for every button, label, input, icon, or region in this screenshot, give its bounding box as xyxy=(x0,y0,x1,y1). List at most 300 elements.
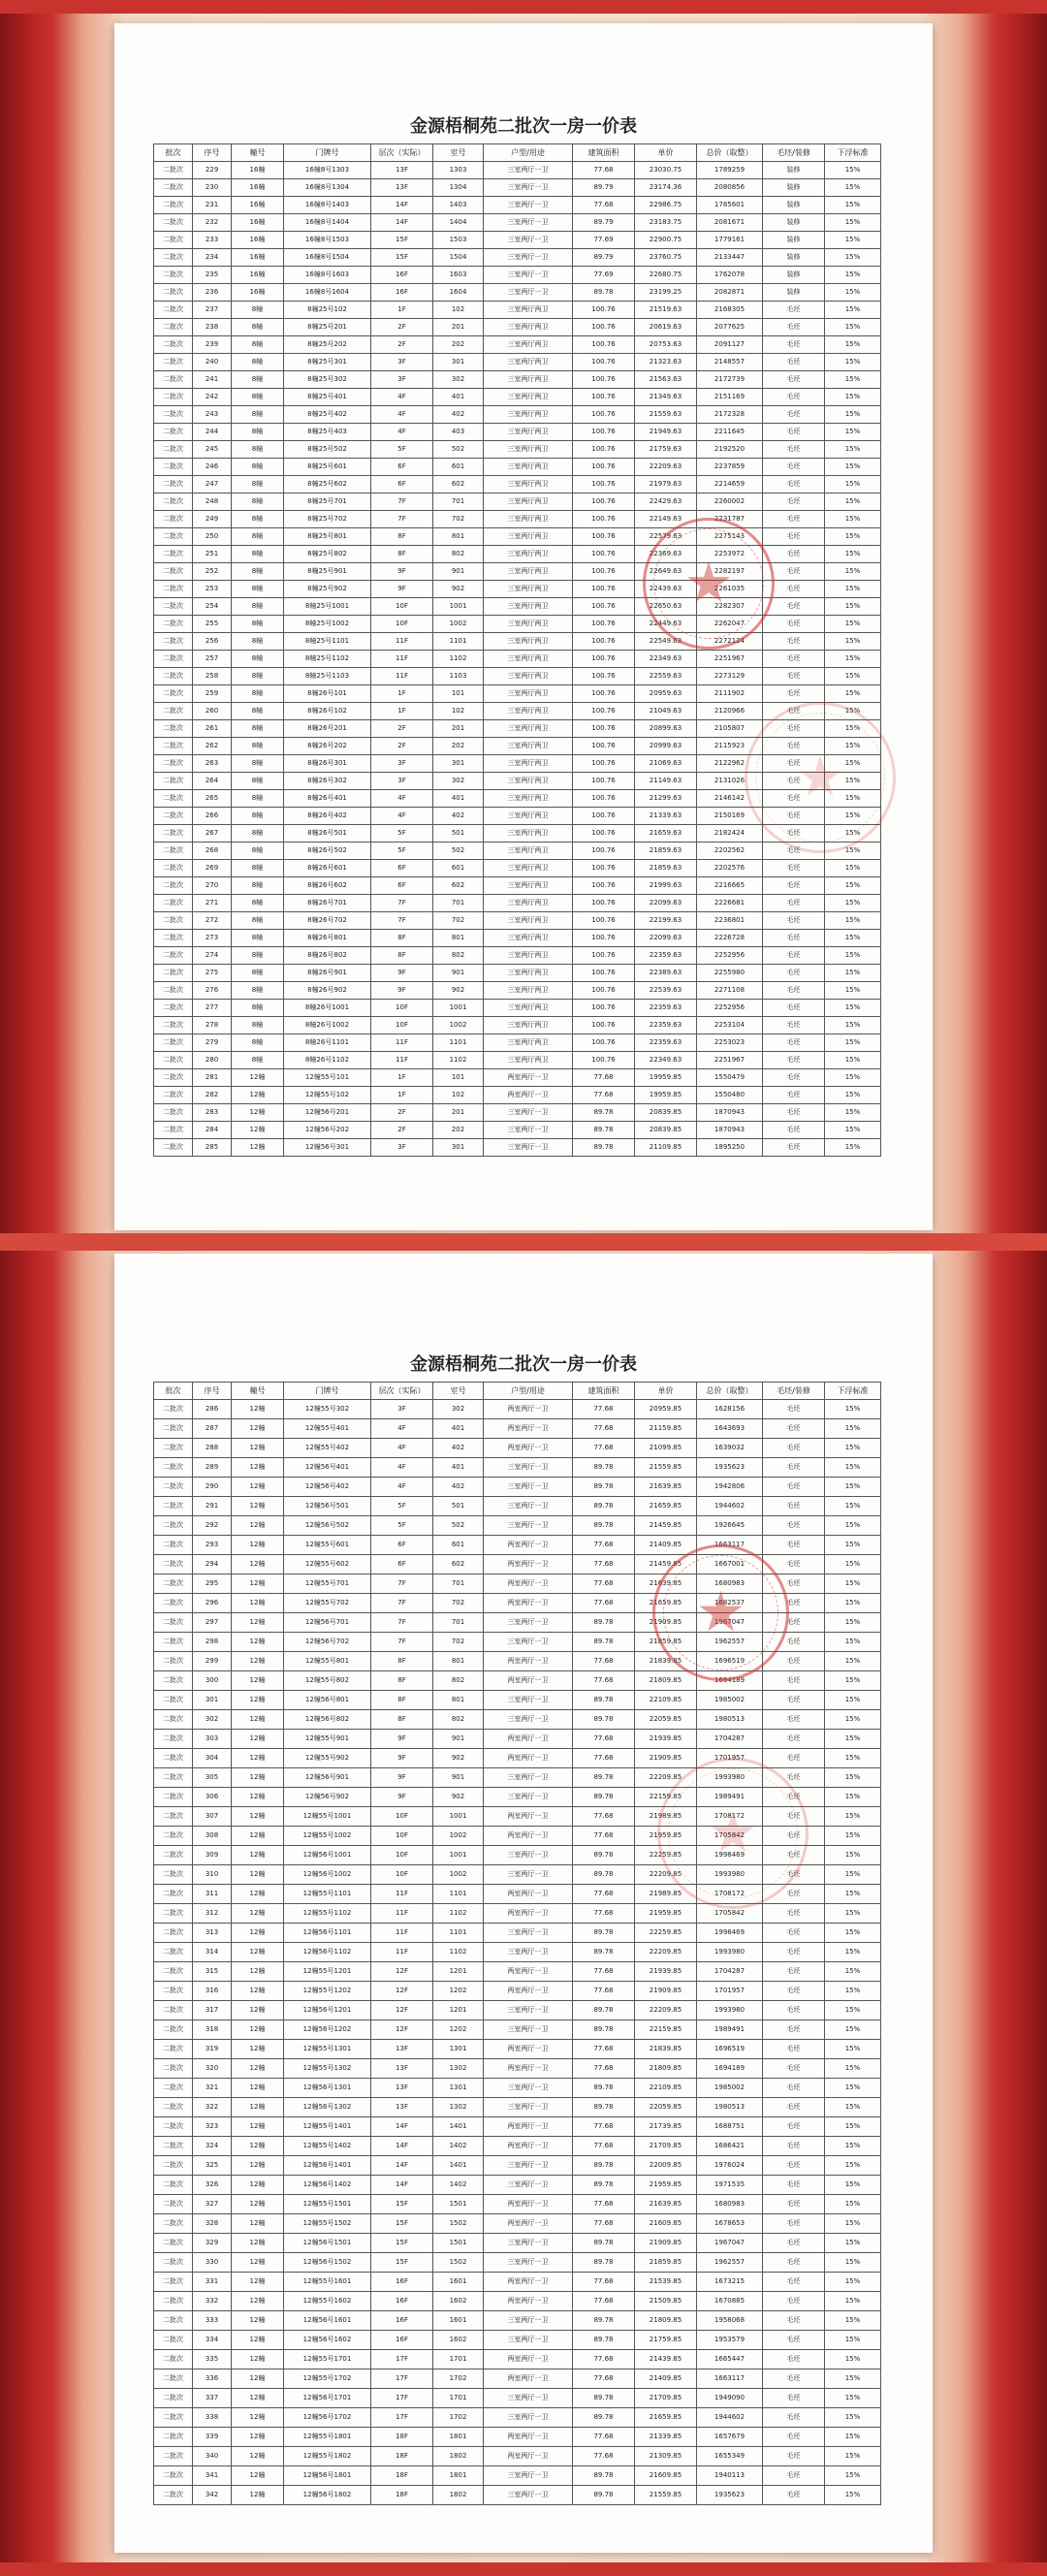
table-cell: 8幢26号201 xyxy=(284,720,371,738)
table-cell: 两室两厅一卫 xyxy=(484,1671,573,1691)
table-cell: 12幢 xyxy=(232,2176,284,2195)
table-cell: 802 xyxy=(433,1671,484,1691)
table-cell: 毛坯 xyxy=(763,476,825,493)
table-row xyxy=(154,755,881,773)
table-cell: 236 xyxy=(193,284,232,302)
table-cell: 21659.63 xyxy=(635,825,697,843)
table-cell: 12幢 xyxy=(232,1122,284,1139)
table-cell: 三室两厅一卫 xyxy=(484,2486,573,2505)
table-cell: 装修 xyxy=(763,162,825,179)
table-cell: 15% xyxy=(825,2020,881,2040)
table-cell: 1102 xyxy=(433,1904,484,1924)
table-cell: 三室两厅一卫 xyxy=(484,1122,573,1139)
table-cell: 12F xyxy=(371,2001,433,2020)
table-cell: 二批次 xyxy=(154,2408,193,2428)
table-cell: 三室两厅一卫 xyxy=(484,2156,573,2176)
table-cell: 21069.63 xyxy=(635,755,697,773)
table-cell: 20839.85 xyxy=(635,1104,697,1122)
table-cell: 1301 xyxy=(433,2040,484,2059)
table-cell: 二批次 xyxy=(154,2098,193,2117)
table-cell: 毛坯 xyxy=(763,1710,825,1730)
column-header: 总价（取整） xyxy=(697,1383,763,1400)
table-cell: 101 xyxy=(433,1069,484,1087)
table-cell: 89.78 xyxy=(573,1846,635,1865)
table-cell: 8幢26号602 xyxy=(284,877,371,895)
table-cell: 毛坯 xyxy=(763,424,825,441)
table-cell: 1550479 xyxy=(697,1069,763,1087)
table-cell: 1980513 xyxy=(697,2098,763,2117)
table-cell: 77.69 xyxy=(573,267,635,284)
table-cell: 316 xyxy=(193,1982,232,2001)
table-cell: 101 xyxy=(433,685,484,703)
table-cell: 毛坯 xyxy=(763,1052,825,1069)
table-cell: 21999.63 xyxy=(635,877,697,895)
table-cell: 77.68 xyxy=(573,2117,635,2137)
table-cell: 13F xyxy=(371,2098,433,2117)
table-row xyxy=(154,2059,881,2079)
table-cell: 77.68 xyxy=(573,1652,635,1671)
table-cell: 241 xyxy=(193,371,232,389)
table-cell: 242 xyxy=(193,389,232,406)
table-cell: 毛坯 xyxy=(763,1555,825,1574)
table-cell: 8幢25号1103 xyxy=(284,668,371,685)
table-cell: 1680983 xyxy=(697,1574,763,1594)
table-cell: 1001 xyxy=(433,1807,484,1827)
table-cell: 1628156 xyxy=(697,1400,763,1419)
table-cell: 8幢25号902 xyxy=(284,581,371,598)
table-cell: 1967047 xyxy=(697,2234,763,2253)
table-cell: 毛坯 xyxy=(763,389,825,406)
table-cell: 89.78 xyxy=(573,2389,635,2408)
table-cell: 8F xyxy=(371,930,433,947)
table-cell: 二批次 xyxy=(154,1458,193,1478)
table-cell: 12幢56号1201 xyxy=(284,2001,371,2020)
table-cell: 2273129 xyxy=(697,668,763,685)
table-cell: 7F xyxy=(371,1574,433,1594)
table-cell: 12幢 xyxy=(232,1788,284,1807)
table-cell: 1935623 xyxy=(697,2486,763,2505)
table-row xyxy=(154,563,881,581)
table-cell: 16幢 xyxy=(232,197,284,214)
table-cell: 1550480 xyxy=(697,1087,763,1104)
mid-red-band xyxy=(0,1233,1047,1251)
table-cell: 二批次 xyxy=(154,511,193,528)
table-row xyxy=(154,2195,881,2214)
table-cell: 21339.85 xyxy=(635,2428,697,2447)
table-cell: 327 xyxy=(193,2195,232,2214)
table-cell: 两室两厅一卫 xyxy=(484,2428,573,2447)
table-cell: 89.78 xyxy=(573,1865,635,1885)
table-cell: 77.68 xyxy=(573,162,635,179)
table-cell: 326 xyxy=(193,2176,232,2195)
table-cell: 8F xyxy=(371,1691,433,1710)
table-cell: 毛坯 xyxy=(763,912,825,930)
table-cell: 4F xyxy=(371,389,433,406)
table-cell: 6F xyxy=(371,877,433,895)
table-cell: 三室两厅一卫 xyxy=(484,1710,573,1730)
table-cell: 100.76 xyxy=(573,581,635,598)
table-cell: 15% xyxy=(825,1885,881,1904)
table-cell: 2111902 xyxy=(697,685,763,703)
table-cell: 8幢 xyxy=(232,912,284,930)
table-cell: 15% xyxy=(825,1730,881,1749)
table-cell: 1202 xyxy=(433,2020,484,2040)
table-cell: 1001 xyxy=(433,1846,484,1865)
table-cell: 277 xyxy=(193,1000,232,1017)
table-cell: 100.76 xyxy=(573,982,635,1000)
table-cell: 230 xyxy=(193,179,232,197)
table-cell: 23760.75 xyxy=(635,249,697,267)
table-cell: 三室两厅一卫 xyxy=(484,2331,573,2350)
table-cell: 21909.85 xyxy=(635,1613,697,1633)
table-cell: 338 xyxy=(193,2408,232,2428)
table-cell: 15% xyxy=(825,284,881,302)
table-cell: 三室两厅一卫 xyxy=(484,2408,573,2428)
table-cell: 二批次 xyxy=(154,1730,193,1749)
table-row xyxy=(154,1497,881,1516)
table-cell: 二批次 xyxy=(154,2447,193,2466)
table-cell: 三室两厅一卫 xyxy=(484,1478,573,1497)
table-cell: 8F xyxy=(371,1671,433,1691)
table-cell: 12幢55号1602 xyxy=(284,2292,371,2311)
table-cell: 21839.85 xyxy=(635,2040,697,2059)
table-cell: 两室两厅一卫 xyxy=(484,1749,573,1768)
table-cell: 89.78 xyxy=(573,2176,635,2195)
table-cell: 1944602 xyxy=(697,2408,763,2428)
table-cell: 15% xyxy=(825,232,881,249)
table-cell: 77.68 xyxy=(573,1555,635,1574)
table-cell: 1702 xyxy=(433,2408,484,2428)
table-row xyxy=(154,720,881,738)
table-row xyxy=(154,1555,881,1574)
table-cell: 21439.85 xyxy=(635,2350,697,2369)
table-cell: 毛坯 xyxy=(763,1633,825,1652)
table-cell: 15% xyxy=(825,1087,881,1104)
table-cell: 8幢 xyxy=(232,389,284,406)
table-cell: 8幢25号1001 xyxy=(284,598,371,616)
table-cell: 7F xyxy=(371,493,433,511)
table-cell: 15F xyxy=(371,2253,433,2273)
table-cell: 1F xyxy=(371,1087,433,1104)
table-cell: 二批次 xyxy=(154,965,193,982)
table-cell: 三室两厅一卫 xyxy=(484,1768,573,1788)
table-cell: 装修 xyxy=(763,284,825,302)
table-cell: 14F xyxy=(371,2137,433,2156)
table-cell: 二批次 xyxy=(154,1633,193,1652)
table-cell: 1696519 xyxy=(697,1652,763,1671)
table-cell: 601 xyxy=(433,459,484,476)
table-cell: 20753.63 xyxy=(635,336,697,354)
table-row xyxy=(154,1633,881,1652)
table-cell: 280 xyxy=(193,1052,232,1069)
table-cell: 两室两厅一卫 xyxy=(484,1982,573,2001)
table-cell: 三室两厅一卫 xyxy=(484,2466,573,2486)
table-cell: 12幢55号801 xyxy=(284,1652,371,1671)
table-cell: 15% xyxy=(825,459,881,476)
table-cell: 402 xyxy=(433,1478,484,1497)
table-cell: 1935623 xyxy=(697,1458,763,1478)
table-cell: 8幢 xyxy=(232,651,284,668)
table-cell: 12幢55号601 xyxy=(284,1536,371,1555)
table-cell: 77.68 xyxy=(573,197,635,214)
table-cell: 1801 xyxy=(433,2428,484,2447)
table-cell: 二批次 xyxy=(154,1904,193,1924)
table-cell: 801 xyxy=(433,1691,484,1710)
table-cell: 283 xyxy=(193,1104,232,1122)
table-cell: 装修 xyxy=(763,197,825,214)
table-cell: 12幢 xyxy=(232,2408,284,2428)
table-cell: 244 xyxy=(193,424,232,441)
table-cell: 12幢 xyxy=(232,2273,284,2292)
table-row xyxy=(154,1458,881,1478)
table-cell: 毛坯 xyxy=(763,1788,825,1807)
table-cell: 15% xyxy=(825,2040,881,2059)
table-cell: 253 xyxy=(193,581,232,598)
table-cell: 1686421 xyxy=(697,2137,763,2156)
table-cell: 1667001 xyxy=(697,1555,763,1574)
table-cell: 毛坯 xyxy=(763,1846,825,1865)
table-cell: 10F xyxy=(371,616,433,633)
table-row xyxy=(154,1768,881,1788)
table-cell: 89.78 xyxy=(573,1633,635,1652)
table-cell: 100.76 xyxy=(573,773,635,790)
table-cell: 902 xyxy=(433,581,484,598)
table-cell: 12幢55号1002 xyxy=(284,1827,371,1846)
table-cell: 二批次 xyxy=(154,406,193,424)
table-cell: 1701957 xyxy=(697,1982,763,2001)
table-cell: 15% xyxy=(825,2214,881,2234)
column-header: 单价 xyxy=(635,144,697,162)
table-cell: 89.78 xyxy=(573,1924,635,1943)
table-cell: 12幢55号802 xyxy=(284,1671,371,1691)
table-cell: 89.78 xyxy=(573,1104,635,1122)
table-row xyxy=(154,1052,881,1069)
table-cell: 1101 xyxy=(433,1034,484,1052)
table-cell: 毛坯 xyxy=(763,2389,825,2408)
table-cell: 12幢 xyxy=(232,2466,284,2486)
table-cell: 12幢56号402 xyxy=(284,1478,371,1497)
column-header: 总价（取整） xyxy=(697,144,763,162)
table-cell: 毛坯 xyxy=(763,1419,825,1439)
table-row xyxy=(154,2137,881,2156)
table-cell: 322 xyxy=(193,2098,232,2117)
table-cell: 89.78 xyxy=(573,1122,635,1139)
table-cell: 15% xyxy=(825,1788,881,1807)
table-cell: 15% xyxy=(825,1052,881,1069)
table-cell: 22349.63 xyxy=(635,651,697,668)
table-cell: 15% xyxy=(825,1000,881,1017)
table-cell: 21409.85 xyxy=(635,1536,697,1555)
table-row xyxy=(154,616,881,633)
table-cell: 12幢55号901 xyxy=(284,1730,371,1749)
table-cell: 286 xyxy=(193,1400,232,1419)
table-cell: 三室两厅两卫 xyxy=(484,1017,573,1034)
table-cell: 1001 xyxy=(433,598,484,616)
table-row xyxy=(154,895,881,912)
table-cell: 毛坯 xyxy=(763,2331,825,2350)
table-row xyxy=(154,930,881,947)
table-cell: 两室两厅一卫 xyxy=(484,2117,573,2137)
table-cell: 15% xyxy=(825,1671,881,1691)
table-cell: 21559.85 xyxy=(635,2486,697,2505)
table-cell: 8幢25号201 xyxy=(284,319,371,336)
table-cell: 12幢 xyxy=(232,1069,284,1087)
table-cell: 毛坯 xyxy=(763,825,825,843)
table-cell: 毛坯 xyxy=(763,2311,825,2331)
table-cell: 毛坯 xyxy=(763,1962,825,1982)
table-cell: 22539.63 xyxy=(635,982,697,1000)
table-cell: 1102 xyxy=(433,1052,484,1069)
table-cell: 1870943 xyxy=(697,1104,763,1122)
table-cell: 4F xyxy=(371,1458,433,1478)
table-cell: 二批次 xyxy=(154,1497,193,1516)
table-cell: 15% xyxy=(825,2389,881,2408)
table-cell: 22159.85 xyxy=(635,2020,697,2040)
table-cell: 100.76 xyxy=(573,476,635,493)
table-cell: 292 xyxy=(193,1516,232,1536)
table-cell: 77.68 xyxy=(573,1982,635,2001)
table-cell: 16F xyxy=(371,2292,433,2311)
table-cell: 601 xyxy=(433,1536,484,1555)
table-cell: 2080856 xyxy=(697,179,763,197)
table-cell: 三室两厅一卫 xyxy=(484,1788,573,1807)
table-cell: 7F xyxy=(371,895,433,912)
table-cell: 301 xyxy=(193,1691,232,1710)
table-cell: 二批次 xyxy=(154,1807,193,1827)
table-cell: 二批次 xyxy=(154,1516,193,1536)
table-row xyxy=(154,1827,881,1846)
table-cell: 1504 xyxy=(433,249,484,267)
table-row xyxy=(154,1439,881,1458)
table-cell: 2253972 xyxy=(697,546,763,563)
table-cell: 8幢26号902 xyxy=(284,982,371,1000)
table-cell: 1601 xyxy=(433,2311,484,2331)
table-cell: 二批次 xyxy=(154,860,193,877)
column-header: 室号 xyxy=(433,144,484,162)
table-cell: 二批次 xyxy=(154,1885,193,1904)
table-cell: 301 xyxy=(433,354,484,371)
table-cell: 三室两厅一卫 xyxy=(484,2001,573,2020)
table-cell: 二批次 xyxy=(154,2331,193,2350)
table-cell: 15% xyxy=(825,563,881,581)
table-cell: 12幢 xyxy=(232,2214,284,2234)
table-cell: 1304 xyxy=(433,179,484,197)
table-cell: 15% xyxy=(825,720,881,738)
table-cell: 102 xyxy=(433,302,484,319)
table-cell: 二批次 xyxy=(154,633,193,651)
table-cell: 258 xyxy=(193,668,232,685)
table-cell: 2077625 xyxy=(697,319,763,336)
table-cell: 902 xyxy=(433,982,484,1000)
table-cell: 260 xyxy=(193,703,232,720)
table-cell: 11F xyxy=(371,651,433,668)
table-cell: 2168305 xyxy=(697,302,763,319)
table-cell: 15% xyxy=(825,371,881,389)
table-cell: 12幢 xyxy=(232,1419,284,1439)
table-cell: 294 xyxy=(193,1555,232,1574)
price-sheet-page-2 xyxy=(114,1254,933,2553)
table-cell: 2237859 xyxy=(697,459,763,476)
table-cell: 两室两厅一卫 xyxy=(484,2214,573,2234)
table-cell: 12幢56号902 xyxy=(284,1788,371,1807)
table-cell: 15% xyxy=(825,1865,881,1885)
table-cell: 三室两厅两卫 xyxy=(484,424,573,441)
table-cell: 15% xyxy=(825,1768,881,1788)
table-cell: 202 xyxy=(433,1122,484,1139)
table-cell: 16幢8号1604 xyxy=(284,284,371,302)
table-cell: 毛坯 xyxy=(763,2466,825,2486)
table-cell: 77.68 xyxy=(573,2428,635,2447)
table-cell: 三室两厅一卫 xyxy=(484,1633,573,1652)
table-cell: 12幢 xyxy=(232,1768,284,1788)
table-cell: 2F xyxy=(371,720,433,738)
table-cell: 240 xyxy=(193,354,232,371)
table-cell: 二批次 xyxy=(154,1034,193,1052)
table-cell: 269 xyxy=(193,860,232,877)
table-cell: 21909.85 xyxy=(635,1982,697,2001)
column-header: 层次（实际） xyxy=(371,144,433,162)
table-cell: 三室两厅一卫 xyxy=(484,1497,573,1516)
table-cell: 77.68 xyxy=(573,1536,635,1555)
table-cell: 246 xyxy=(193,459,232,476)
table-cell: 17F xyxy=(371,2389,433,2408)
table-cell: 三室两厅两卫 xyxy=(484,371,573,389)
table-cell: 202 xyxy=(433,336,484,354)
table-cell: 毛坯 xyxy=(763,1104,825,1122)
table-cell: 22009.85 xyxy=(635,2156,697,2176)
table-cell: 二批次 xyxy=(154,1122,193,1139)
table-cell: 毛坯 xyxy=(763,441,825,459)
table-cell: 12幢 xyxy=(232,1139,284,1157)
table-cell: 77.68 xyxy=(573,1087,635,1104)
table-row xyxy=(154,2001,881,2020)
table-cell: 三室两厅一卫 xyxy=(484,162,573,179)
table-cell: 13F xyxy=(371,2059,433,2079)
table-cell: 二批次 xyxy=(154,1827,193,1846)
table-cell: 二批次 xyxy=(154,1788,193,1807)
table-cell: 8幢 xyxy=(232,424,284,441)
table-cell: 11F xyxy=(371,1885,433,1904)
table-cell: 1F xyxy=(371,685,433,703)
table-cell: 89.78 xyxy=(573,1943,635,1962)
table-cell: 12幢55号1402 xyxy=(284,2137,371,2156)
table-cell: 15% xyxy=(825,1904,881,1924)
table-cell: 毛坯 xyxy=(763,319,825,336)
table-cell: 15% xyxy=(825,2292,881,2311)
table-cell: 21709.85 xyxy=(635,2137,697,2156)
table-cell: 12幢 xyxy=(232,2428,284,2447)
table-cell: 15% xyxy=(825,546,881,563)
table-cell: 二批次 xyxy=(154,1962,193,1982)
table-cell: 8幢 xyxy=(232,354,284,371)
table-cell: 二批次 xyxy=(154,912,193,930)
table-cell: 2261035 xyxy=(697,581,763,598)
table-cell: 8幢26号301 xyxy=(284,755,371,773)
table-cell: 802 xyxy=(433,947,484,965)
table-cell: 22359.63 xyxy=(635,947,697,965)
table-row xyxy=(154,2369,881,2389)
table-cell: 二批次 xyxy=(154,1652,193,1671)
table-cell: 15% xyxy=(825,808,881,825)
table-cell: 17F xyxy=(371,2369,433,2389)
table-cell: 9F xyxy=(371,1730,433,1749)
table-row xyxy=(154,284,881,302)
table-cell: 6F xyxy=(371,860,433,877)
table-cell: 8幢25号802 xyxy=(284,546,371,563)
table-row xyxy=(154,965,881,982)
table-cell: 毛坯 xyxy=(763,2079,825,2098)
table-cell: 二批次 xyxy=(154,1439,193,1458)
